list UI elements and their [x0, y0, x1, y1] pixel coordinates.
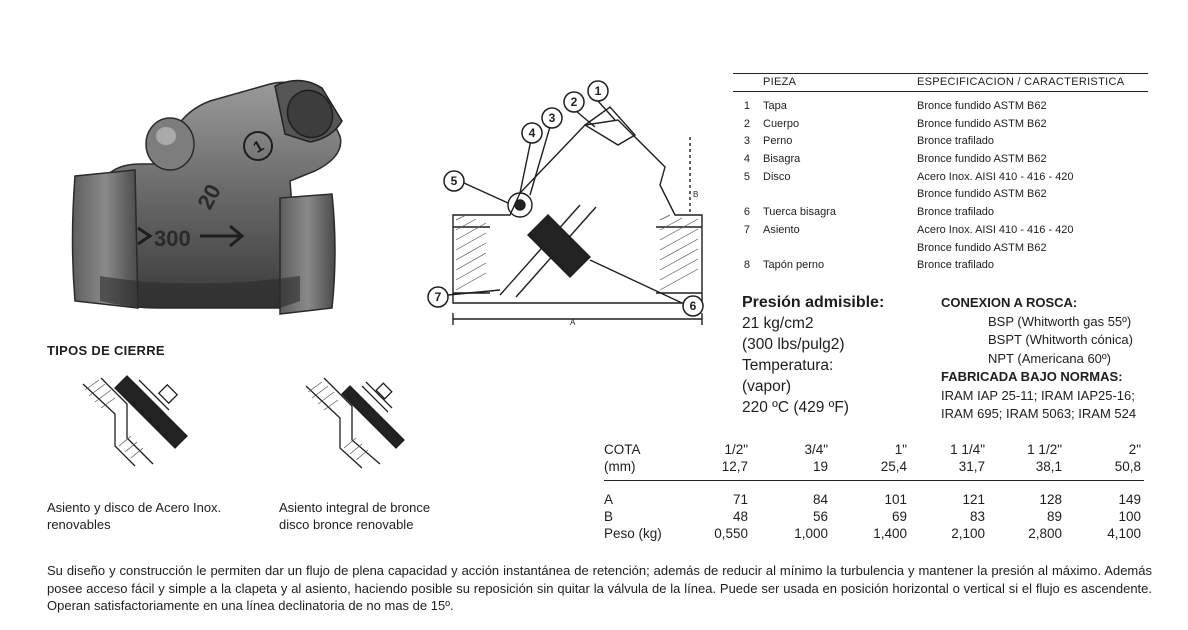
closure-type-2-illustration: [300, 370, 430, 470]
table-rule: [604, 480, 1144, 481]
norms-line: IRAM 695; IRAM 5063; IRAM 524: [941, 406, 1137, 421]
mm-label: (mm): [604, 459, 636, 474]
pressure-line: (vapor): [742, 378, 792, 395]
callout-6: 6: [689, 299, 697, 313]
connection-block: [941, 294, 1136, 424]
closure-type-1-caption: [47, 499, 221, 533]
caption-line: Asiento integral de bronce: [279, 500, 431, 515]
parts-table: [733, 73, 1148, 275]
table-row: 6 Tuerca bisagra Bronce trafilado: [743, 206, 995, 219]
callout-2: 2: [570, 95, 578, 109]
closure-type-1-illustration: [75, 370, 205, 470]
caption-line: disco bronce renovable: [279, 517, 414, 532]
table-row: 8 Tapón perno Bronce trafilado: [743, 259, 995, 272]
valve-rating-marking: 300: [154, 226, 191, 251]
valve-cross-section-diagram: [420, 75, 720, 325]
parts-table-header: [733, 74, 1148, 91]
norms-title: FABRICADA BAJO NORMAS:: [941, 369, 1123, 384]
svg-text:1: 1: [250, 137, 267, 157]
table-row: (mm) 12,7 19 25,4 31,7 38,1 50,8: [604, 459, 1141, 474]
dimensions-table: [604, 441, 1144, 542]
pressure-line: 21 kg/cm2: [742, 315, 814, 332]
pressure-block: [742, 292, 884, 418]
table-row: COTA 1/2" 3/4" 1" 1 1/4" 1 1/2" 2": [604, 442, 1141, 457]
table-row: Peso (kg) 0,550 1,000 1,400 2,100 2,800 4,100: [604, 526, 1141, 541]
table-row: 5 Disco Acero Inox. AISI 410 - 416 - 420: [743, 170, 1074, 183]
table-row: A 71 84 101 121 128 149: [604, 492, 1141, 507]
callout-4: 4: [528, 126, 536, 140]
pressure-line: Temperatura:: [742, 357, 834, 374]
table-row: B 48 56 69 83 89 100: [604, 509, 1141, 524]
pressure-line: (300 lbs/pulg2): [742, 336, 845, 353]
table-row: Bronce fundido ASTM B62: [917, 188, 1047, 201]
cota-label: COTA: [604, 442, 641, 457]
connection-item: BSP (Whitworth gas 55º): [988, 313, 1132, 329]
callout-3: 3: [548, 111, 556, 125]
description-paragraph: Su diseño y construcción le permiten dar un flujo de plena capacidad y acción instantánea de retención; además de reducir al mínimo la turbulencia y mantener la presión al máximo. Además posee acceso fácil y simple a la clapeta y al asiento, haciendo posible su reposición sin quitar la válvula de la línea. Puede ser usada en posición horizontal o vertical si el flujo es ascendente. Operan satisfactoriamente en una línea declinatoria de no mas de 15º.: [47, 563, 1152, 613]
caption-line: renovables: [47, 517, 111, 532]
table-row: 1 Tapa Bronce fundido ASTM B62: [743, 100, 1047, 112]
table-row: 3 Perno Bronce trafilado: [743, 135, 995, 148]
table-row: 2 Cuerpo Bronce fundido ASTM B62: [743, 117, 1047, 130]
connection-item: BSPT (Whitworth cónica): [988, 332, 1133, 347]
table-row: 4 Bisagra Bronce fundido ASTM B62: [743, 153, 1047, 166]
connection-item: NPT (Americana 60º): [988, 350, 1111, 366]
table-row: Bronce fundido ASTM B62: [917, 241, 1047, 254]
header-piece: PIEZA: [763, 76, 797, 88]
callout-7: 7: [434, 290, 442, 304]
valve-photo: [70, 76, 370, 326]
callout-5: 5: [450, 174, 458, 188]
caption-line: Asiento y disco de Acero Inox.: [47, 500, 222, 515]
valve-size-marking: 20: [192, 179, 226, 214]
dimension-a-label: A: [570, 318, 576, 325]
table-row: 7 Asiento Acero Inox. AISI 410 - 416 - 420: [743, 223, 1074, 236]
connection-title: CONEXION A ROSCA:: [941, 295, 1078, 310]
dimension-b-label: B: [693, 190, 699, 199]
norms-line: IRAM IAP 25-11; IRAM IAP25-16;: [941, 387, 1135, 403]
closure-types-title: TIPOS DE CIERRE: [47, 343, 165, 358]
pressure-line: 220 ºC (429 ºF): [742, 399, 849, 416]
callout-1: 1: [594, 84, 602, 98]
pressure-title: Presión admisible:: [742, 294, 885, 311]
closure-type-2-caption: [279, 499, 430, 533]
header-spec: ESPECIFICACION / CARACTERISTICA: [917, 76, 1125, 88]
